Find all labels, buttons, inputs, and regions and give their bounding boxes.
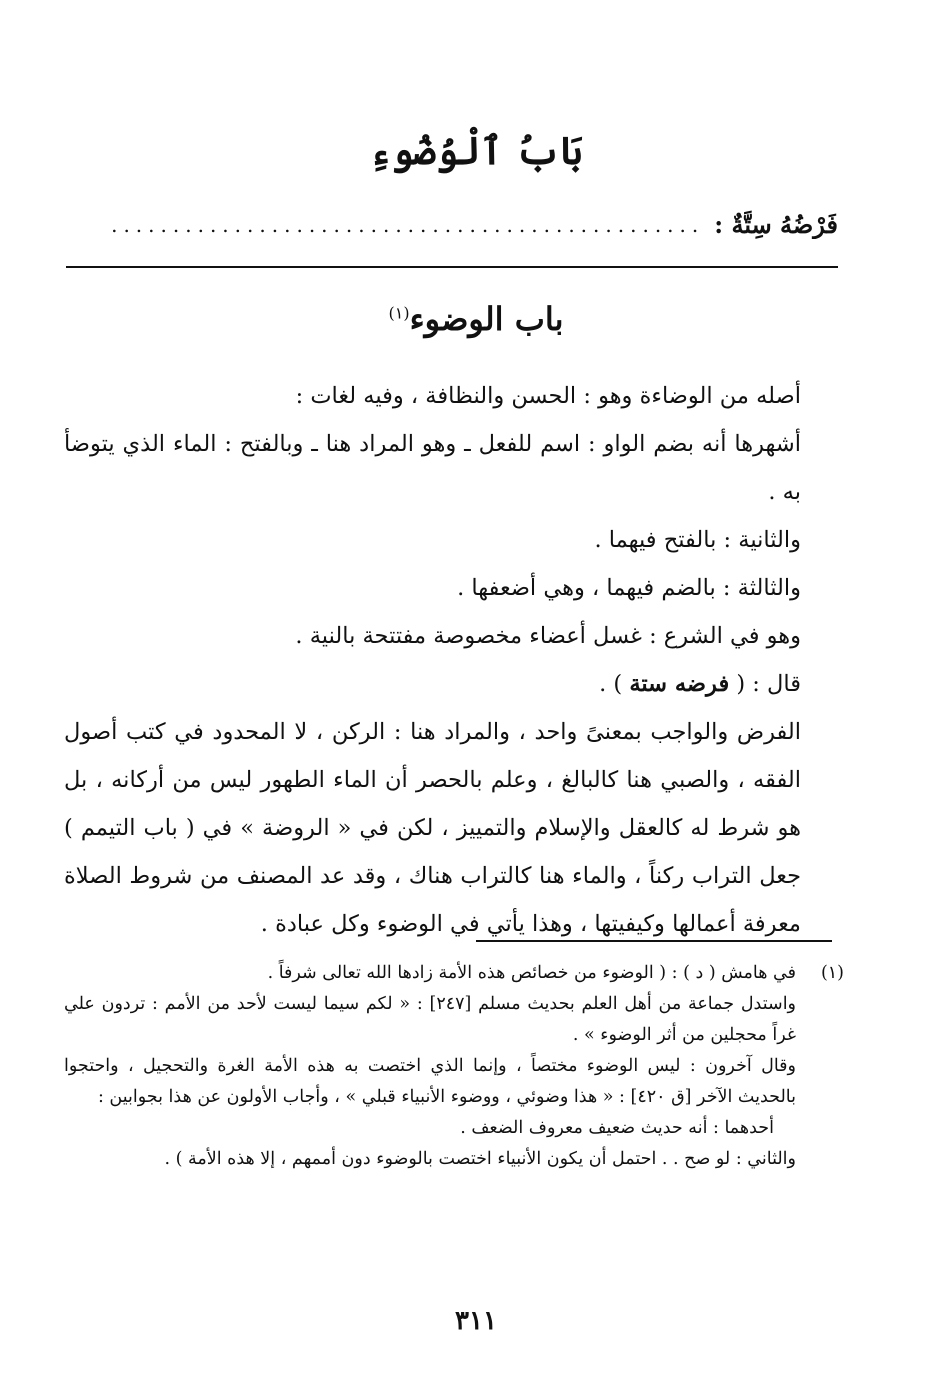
- section-title-text: باب الوضوء: [409, 300, 564, 338]
- page-number: ٣١١: [455, 1306, 497, 1336]
- qala-suffix: ) .: [599, 671, 623, 697]
- paragraph: وهو في الشرع : غسل أعضاء مخصوصة مفتتحة بالنية .: [295, 623, 801, 649]
- commentary-body: [64, 372, 837, 948]
- footnote-paragraph: وقال آخرون : ليس الوضوء مختصاً ، وإنما الذي اختصت به هذه الأمة الغرة والتحجيل ، واحتجوا بالحديث الآخر [ق ٤٢٠] : « هذا وضوئي ، ووضوء الأنبياء قبلي » ، وأجاب الأولون عن هذا بجوابين :: [64, 1056, 796, 1107]
- section-title: [0, 300, 952, 338]
- chapter-title: بَابُ ٱلْوُضُوءِ: [369, 128, 583, 173]
- footnote-ref: (١): [388, 303, 410, 323]
- matn-line: [62, 210, 838, 239]
- footnotes: [64, 958, 844, 1175]
- footnote-separator: [476, 940, 832, 942]
- matn-dots: ................................................: [111, 212, 705, 237]
- paragraph: أشهرها أنه بضم الواو : اسم للفعل ـ وهو المراد هنا ـ وبالفتح : الماء الذي يتوضأ به .: [64, 431, 801, 505]
- qala-quote: فرضه ستة: [629, 671, 730, 697]
- footnote-paragraph: أحدهما : أنه حديث ضعيف معروف الضعف .: [460, 1118, 774, 1138]
- paragraph: والثانية : بالفتح فيهما .: [594, 527, 801, 553]
- paragraph: والثالثة : بالضم فيهما ، وهي أضعفها .: [457, 575, 801, 601]
- footnote-paragraph: واستدل جماعة من أهل العلم بحديث مسلم [٢٤٧] : « لكم سيما ليست لأحد من الأمم : تردون علي غراً محجلين من أثر الوضوء » .: [64, 994, 797, 1045]
- paragraph: أصله من الوضاءة وهو : الحسن والنظافة ، وفيه لغات :: [295, 383, 801, 409]
- footnote-text: في هامش ( د ) : ( الوضوء من خصائص هذه الأمة زادها الله تعالى شرفاً .: [267, 963, 796, 983]
- qala-prefix: قال : (: [736, 671, 801, 697]
- footnote-paragraph: والثاني : لو صح . . احتمل أن يكون الأنبياء اختصت بالوضوء دون أممهم ، إلا هذه الأمة ) .: [164, 1149, 796, 1169]
- footnote-first: [64, 958, 844, 989]
- long-paragraph: الفرض والواجب بمعنىً واحد ، والمراد هنا : الركن ، لا المحدود في كتب أصول الفقه ، والصبي هنا كالبالغ ، وعلم بالحصر أن الماء الطهور ليس من أركانه ، بل هو شرط له كالعقل والإسلام والتمييز ، لكن في « الروضة » في ( باب التيمم ) جعل التراب ركناً ، والماء هنا كالتراب هناك ، وقد عد المصنف من شروط الصلاة معرفة أعمالها وكيفيتها ، وهذا يأتي في الوضوء وكل عبادة .: [64, 719, 801, 937]
- matn-text: فَرْضُهُ سِتَّةٌ :: [714, 210, 838, 239]
- qala-line: [64, 660, 837, 708]
- footnote-marker: (١): [820, 963, 844, 983]
- matn-separator: [66, 266, 838, 268]
